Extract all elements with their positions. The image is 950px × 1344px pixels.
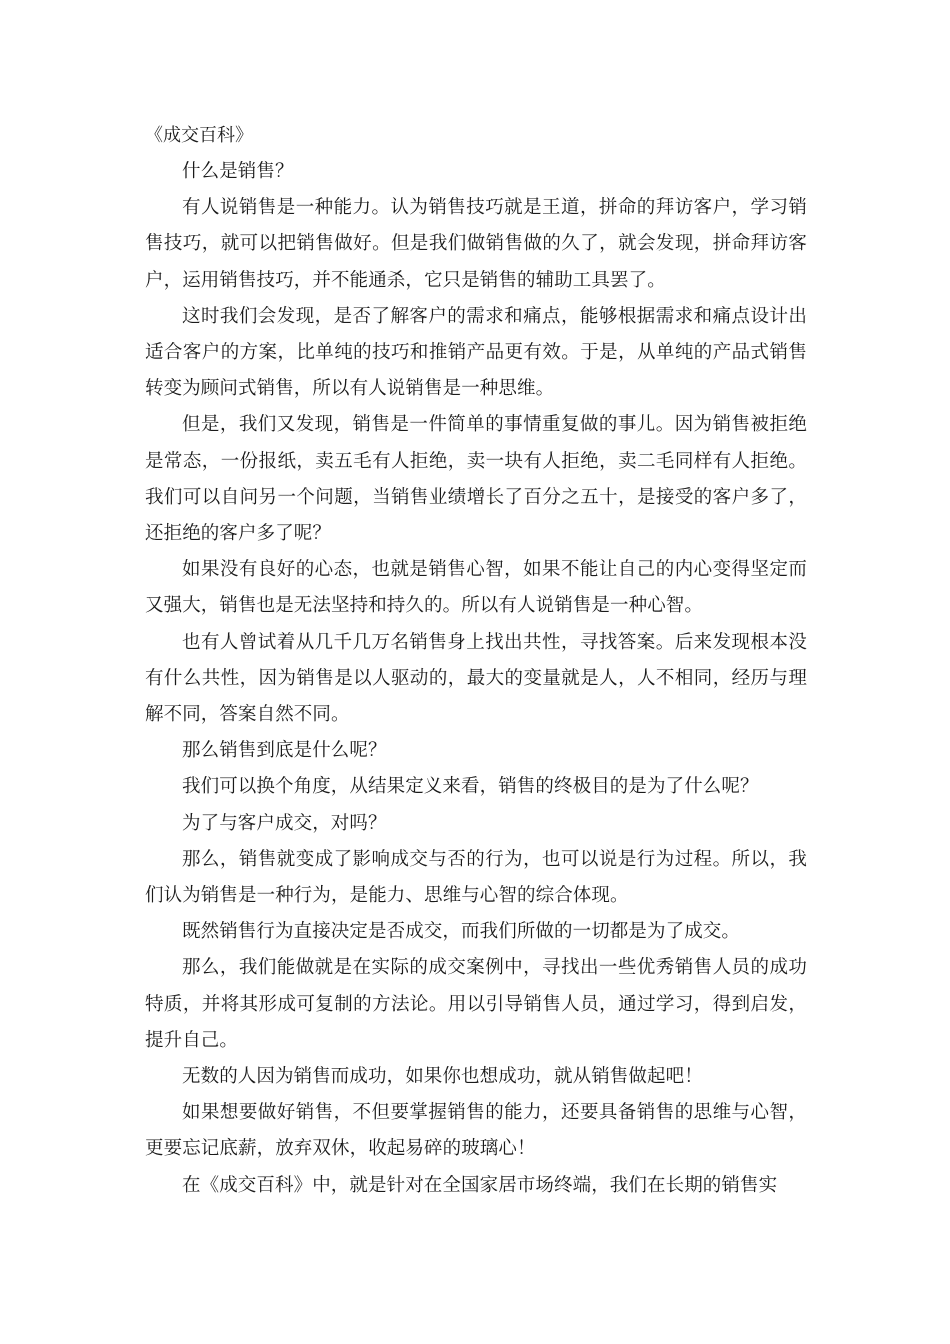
paragraph-close-deal: 为了与客户成交，对吗？ [182,812,387,834]
paragraph-book-intro: 在《成交百科》中，就是针对在全国家居市场终端，我们在长期的销售实 [182,1174,778,1196]
paragraph-sales-as-thinking: 这时我们会发现，是否了解客户的需求和痛点，能够根据需求和痛点设计出适合客户的方案，比单纯的技巧和推销产品更有效。于是，从单纯的产品式销售转变为顾问式销售，所以有人说销售是一种思维。 [145,305,807,400]
paragraph-requirements: 如果想要做好销售，不但要掌握销售的能力，还要具备销售的思维与心智，更要忘记底薪，放弃双休，收起易碎的玻璃心！ [145,1102,807,1160]
paragraph-ultimate-goal: 我们可以换个角度，从结果定义来看，销售的终极目的是为了什么呢？ [182,776,759,798]
paragraph-everything-for-deal: 既然销售行为直接决定是否成交，而我们所做的一切都是为了成交。 [182,921,741,943]
paragraph-no-commonality: 也有人曾试着从几千几万名销售身上找出共性，寻找答案。后来发现根本没有什么共性，因为销售是以人驱动的，最大的变量就是人，人不相同，经历与理解不同，答案自然不同。 [145,631,807,726]
paragraph-what-exactly: 那么销售到底是什么呢？ [182,740,387,762]
paragraph-sales-as-repetition: 但是，我们又发现，销售是一件简单的事情重复做的事儿。因为销售被拒绝是常态，一份报纸，卖五毛有人拒绝，卖一块有人拒绝，卖二毛同样有人拒绝。我们可以自问另一个问题，当销售业绩增长了百分之五十，是接受的客户多了，还拒绝的客户多了呢？ [145,414,807,545]
paragraph-success: 无数的人因为销售而成功，如果你也想成功，就从销售做起吧！ [182,1066,703,1088]
paragraph-what-is-sales: 什么是销售？ [182,161,294,182]
document-title: 《成交百科》 [145,125,253,146]
paragraph-sales-as-behavior: 那么，销售就变成了影响成交与否的行为，也可以说是行为过程。所以，我们认为销售是一种行为，是能力、思维与心智的综合体现。 [145,848,807,907]
paragraph-sales-as-mindset: 如果没有良好的心态，也就是销售心智，如果不能让自己的内心变得坚定而又强大，销售也是无法坚持和持久的。所以有人说销售是一种心智。 [145,559,807,617]
paragraph-sales-as-ability: 有人说销售是一种能力。认为销售技巧就是王道，拼命的拜访客户，学习销售技巧，就可以把销售做好。但是我们做销售做的久了，就会发现，拼命拜访客户，运用销售技巧，并不能通杀，它只是销售的辅助工具罢了。 [145,197,807,291]
paragraph-methodology: 那么，我们能做就是在实际的成交案例中，寻找出一些优秀销售人员的成功特质，并将其形成可复制的方法论。用以引导销售人员，通过学习，得到启发，提升自己。 [145,957,807,1051]
document-page [145,118,807,1204]
